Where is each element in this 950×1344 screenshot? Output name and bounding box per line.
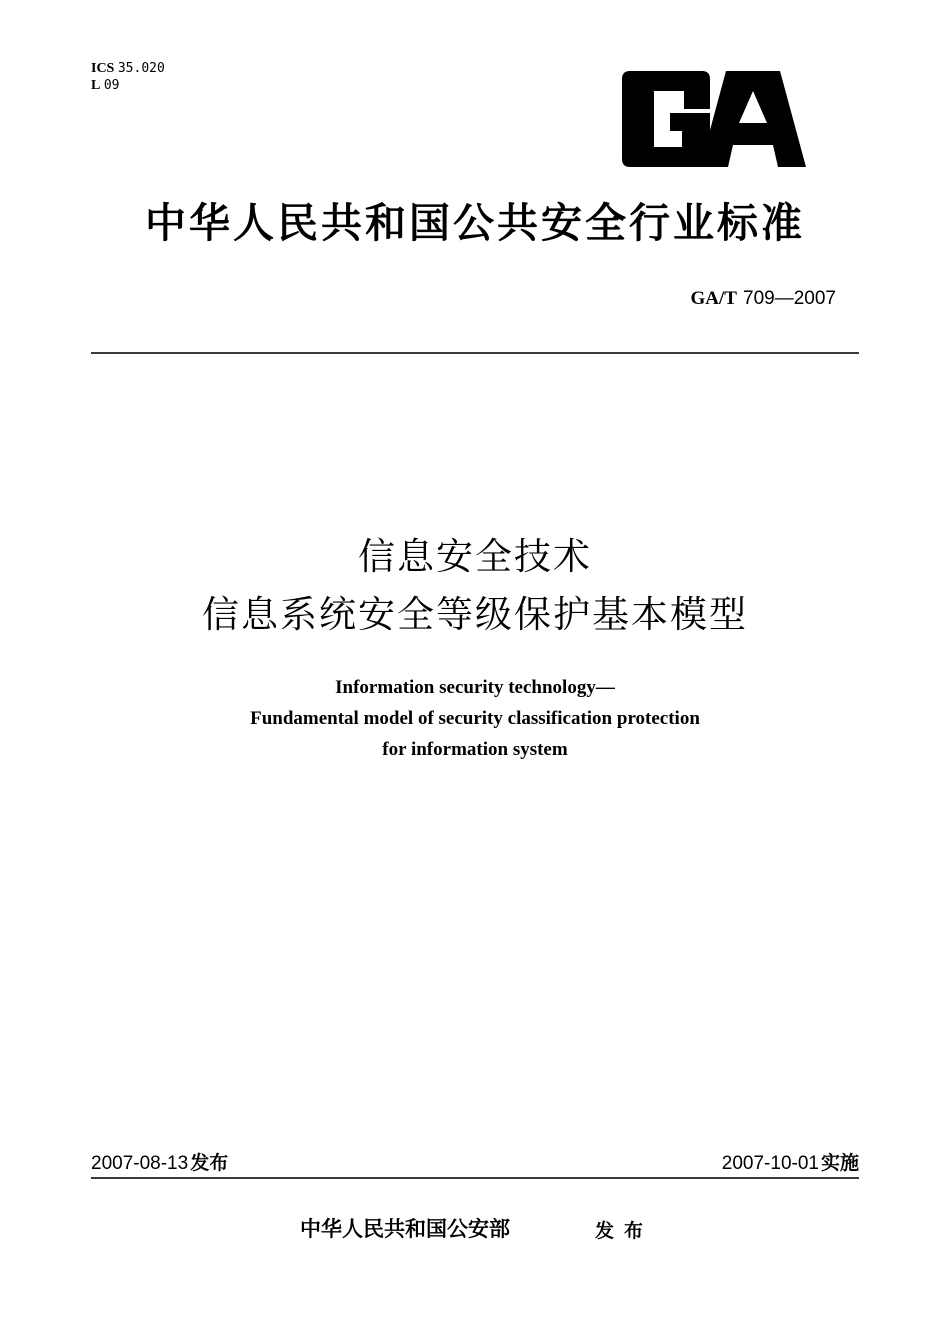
standard-number: [691, 286, 836, 311]
chinese-title-line-2: 信息系统安全等级保护基本模型: [202, 593, 748, 636]
issue-date-label: 发布: [190, 1152, 229, 1174]
classification-codes: [91, 60, 165, 94]
ics-value: 35.020: [117, 61, 165, 76]
ccs-code: [91, 77, 165, 94]
standard-number-prefix: GA/T: [690, 288, 737, 309]
english-title-line-3: for information system: [382, 739, 568, 760]
implementation-date-value: 2007-10-01: [721, 1153, 819, 1174]
ics-label: ICS: [91, 61, 115, 76]
issue-date: [91, 1151, 228, 1176]
ics-code: [91, 60, 165, 77]
ga-logo: [622, 71, 806, 167]
top-divider: [91, 352, 859, 354]
issue-date-value: 2007-08-13: [91, 1153, 189, 1174]
publish-label: 发布: [595, 1220, 654, 1242]
chinese-title-line-1: 信息安全技术: [358, 535, 592, 578]
standard-category-title: 中华人民共和国公共安全行业标准: [145, 199, 805, 247]
implementation-date-label: 实施: [820, 1152, 859, 1174]
implementation-date: [722, 1151, 859, 1176]
english-title-line-1: Information security technology—: [335, 677, 615, 698]
english-title-line-2: Fundamental model of security classification protection: [250, 708, 700, 729]
ccs-label: L: [91, 78, 101, 93]
publisher-name: 中华人民共和国公安部: [300, 1217, 510, 1241]
ccs-value: 09: [103, 78, 120, 93]
standard-number-value: 709—2007: [743, 288, 836, 309]
bottom-divider: [91, 1177, 859, 1179]
